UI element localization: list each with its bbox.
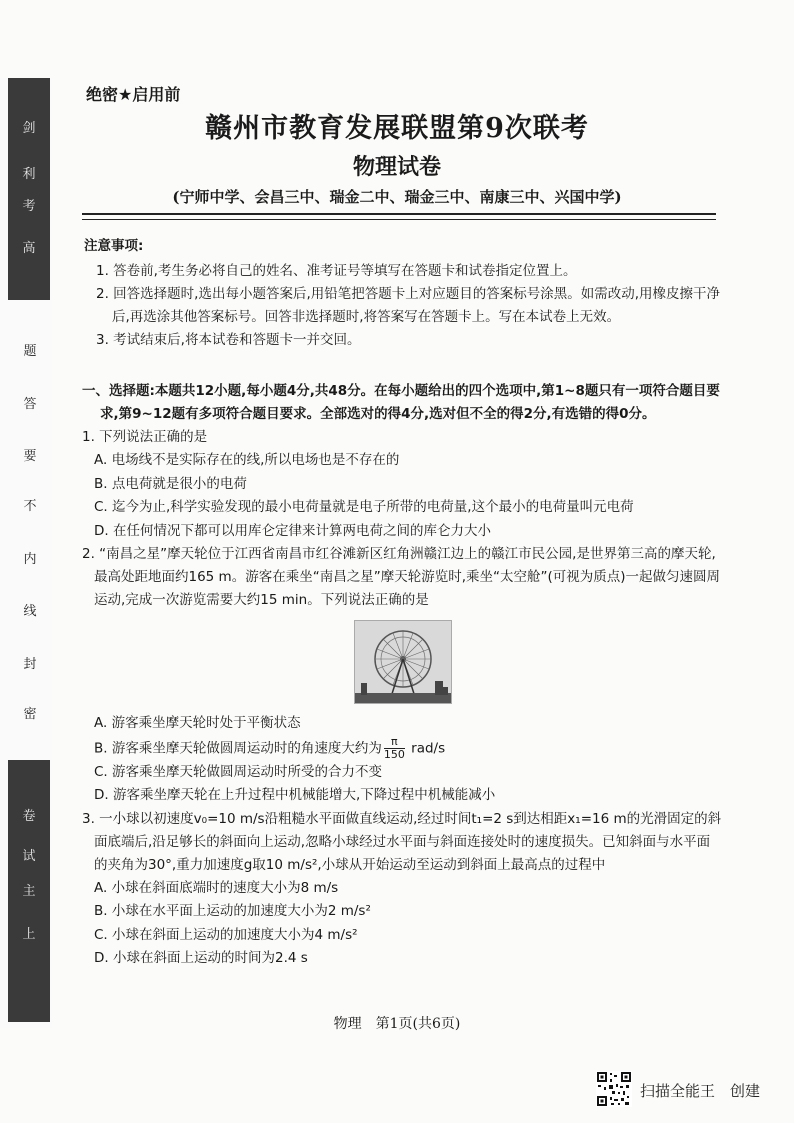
multiple-choice-section <box>82 380 722 971</box>
notice-item: 3. 考试结束后,将本试卷和答题卡一并交回。 <box>96 332 361 348</box>
question-3 <box>82 808 722 971</box>
fraction-denominator: 150 <box>383 747 405 761</box>
notice-title: 注意事项: <box>84 238 144 254</box>
option-a: A. 小球在斜面底端时的速度大小为8 m/s <box>94 879 339 896</box>
strip-char: 不 <box>23 499 37 514</box>
strip-char: 试 <box>22 849 36 864</box>
strip-char: 密 <box>23 707 37 722</box>
scanner-watermark <box>596 1071 786 1111</box>
strip-char: 剑 <box>22 121 36 136</box>
notice-item: 2. 回答选择题时,选出每小题答案后,用铅笔把答题卡上对应题目的答案标号涂黑。如需改动,用橡皮擦干净后,再选涂其他答案标号。回答非选择题时,将答案写在答题卡上。写在本试卷上无效。 <box>96 286 721 325</box>
secret-label: 绝密★启用前 <box>86 85 181 104</box>
question-stem: 2. “南昌之星”摩天轮位于江西省南昌市红谷滩新区红角洲赣江边上的赣江市民公园,是世界第三高的摩天轮,最高处距地面约165 m。游客在乘坐“南昌之星”摩天轮游览时,乘坐“太空舱”(可视为质点)一起做匀速圆周运动,完成一次游览需要大约15 min。下列说法正确的是 <box>82 546 721 608</box>
strip-char: 高 <box>22 241 36 256</box>
strip-char: 答 <box>23 397 37 412</box>
school-list: (宁师中学、会昌三中、瑞金二中、瑞金三中、南康三中、兴国中学) <box>172 188 622 206</box>
option-d: D. 在任何情况下都可以用库仑定律来计算两电荷之间的库仑力大小 <box>94 522 491 539</box>
notice-block <box>84 234 724 352</box>
strip-char: 上 <box>22 927 36 942</box>
option-c: C. 游客乘坐摩天轮做圆周运动时所受的合力不变 <box>94 763 383 780</box>
option-b-text: B. 游客乘坐摩天轮做圆周运动时的角速度大约为 <box>94 740 382 756</box>
question-1 <box>82 426 722 543</box>
header-rule-thin <box>82 219 716 220</box>
strip-char: 线 <box>23 604 37 619</box>
fraction-numerator: π <box>384 736 405 749</box>
scanner-text: 扫描全能王 创建 <box>640 1082 761 1100</box>
header-rule <box>82 213 716 215</box>
ferris-wheel-image <box>355 621 451 703</box>
strip-char: 封 <box>23 657 37 672</box>
ferris-wheel-photo <box>354 620 452 704</box>
option-d: D. 小球在斜面上运动的时间为2.4 s <box>94 950 308 966</box>
strip-char: 卷 <box>22 809 36 824</box>
strip-char: 主 <box>22 884 36 899</box>
question-2 <box>82 543 722 808</box>
strip-char: 考 <box>22 199 36 214</box>
fraction <box>384 736 405 761</box>
question-stem: 3. 一小球以初速度v₀=10 m/s沿粗糙水平面做直线运动,经过时间t₁=2 s到达相距x₁=16 m的光滑固定的斜面底端后,沿足够长的斜面向上运动,忽略小球经过水平面与斜面连接处时的速度损失。已知斜面与水平面的夹角为30°,重力加速度g取10 m/s²,小球从开始运动至运动到斜面上最高点的过程中 <box>82 810 722 873</box>
section-heading: 一、选择题:本题共12小题,每小题4分,共48分。在每小题给出的四个选项中,第1~8题只有一项符合题目要求,第9~12题有多项符合题目要求。全部选对的得4分,选对但不全的得2分,有选错的得0分。 <box>82 383 720 422</box>
option-a: A. 电场线不是实际存在的线,所以电场也是不存在的 <box>94 452 400 468</box>
option-b: B. 小球在水平面上运动的加速度大小为2 m/s² <box>94 903 371 919</box>
option-c: C. 迄今为止,科学实验发现的最小电荷量就是电子所带的电荷量,这个最小的电荷量叫元电荷 <box>94 499 634 515</box>
qr-code-icon <box>596 1071 632 1107</box>
exam-title: 赣州市教育发展联盟第9次联考 <box>205 113 589 144</box>
strip-char: 利 <box>22 167 36 182</box>
option-c: C. 小球在斜面上运动的加速度大小为4 m/s² <box>94 926 358 943</box>
strip-char: 内 <box>23 552 37 567</box>
notice-item: 1. 答卷前,考生务必将自己的姓名、准考证号等填写在答题卡和试卷指定位置上。 <box>96 263 577 279</box>
option-b <box>82 736 722 761</box>
subject-title: 物理试卷 <box>352 155 441 180</box>
page-footer: 物理 第1页(共6页) <box>333 1016 461 1032</box>
option-b-unit: rad/s <box>411 740 446 756</box>
strip-char: 题 <box>23 344 37 359</box>
option-d: D. 游客乘坐摩天轮在上升过程中机械能增大,下降过程中机械能减小 <box>94 787 496 803</box>
option-a: A. 游客乘坐摩天轮时处于平衡状态 <box>94 715 301 731</box>
option-b: B. 点电荷就是很小的电荷 <box>94 475 247 492</box>
question-stem: 1. 下列说法正确的是 <box>82 429 208 445</box>
strip-char: 要 <box>23 449 37 464</box>
